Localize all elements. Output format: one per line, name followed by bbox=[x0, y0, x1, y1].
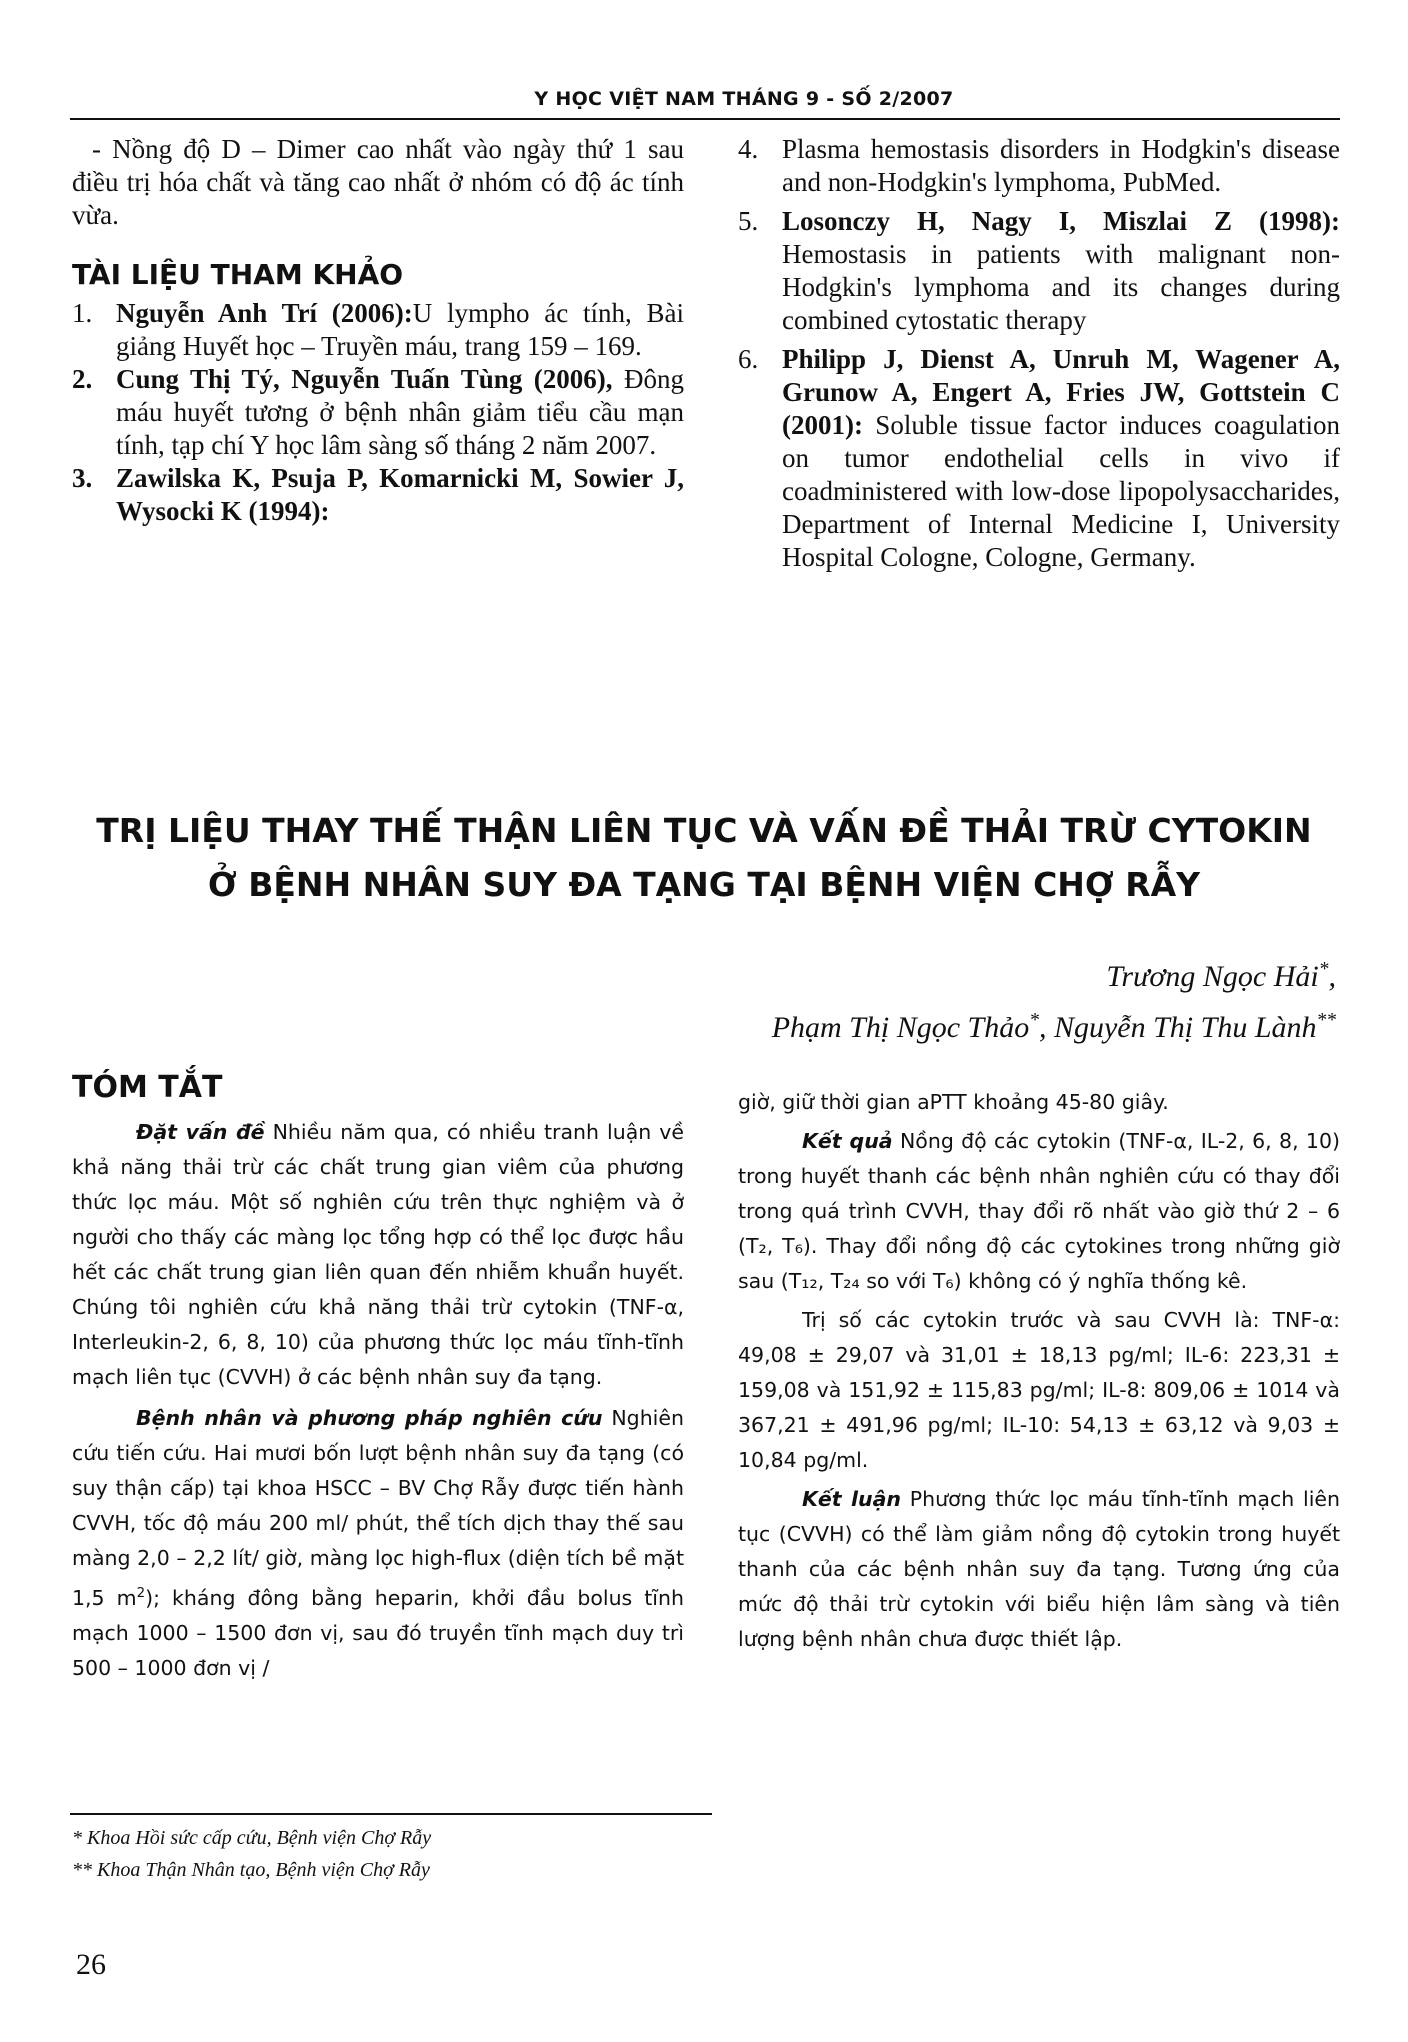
abstract-left-column bbox=[72, 1070, 684, 1686]
paragraph-lead: Kết luận bbox=[802, 1487, 901, 1511]
footnotes bbox=[72, 1822, 431, 1886]
reference-text: Đông máu huyết tương ở bệnh nhân giảm tiểu cầu mạn tính, tạp chí Y học lâm sàng số tháng 2 năm 2007. bbox=[116, 364, 684, 460]
paragraph-lead: Đặt vấn đề bbox=[136, 1120, 265, 1144]
reference-authors: Zawilska K, Psuja P, Komarnicki M, Sowier J, Wysocki K (1994): bbox=[116, 463, 684, 526]
article-title-line: Ở BỆNH NHÂN SUY ĐA TẠNG TẠI BỆNH VIỆN CHỢ RẪY bbox=[207, 865, 1201, 904]
reference-number: 6. bbox=[738, 344, 759, 374]
article-authors bbox=[772, 948, 1336, 1050]
abstract-paragraph bbox=[738, 1482, 1340, 1657]
reference-authors: Philipp J, Dienst A, Unruh M, Wagener A, Grunow A, Engert A, Fries JW, Gottstein C (2001): bbox=[782, 344, 1340, 440]
affiliation-mark: ** bbox=[1316, 1010, 1336, 1031]
reference-item bbox=[72, 363, 684, 462]
reference-number: 3. bbox=[72, 463, 93, 493]
abstract-paragraph bbox=[72, 1115, 684, 1395]
header-rule bbox=[70, 118, 1340, 120]
conclusion-text: - Nồng độ D – Dimer cao nhất vào ngày thứ 1 sau điều trị hóa chất và tăng cao nhất ở nhóm có độ ác tính vừa. bbox=[72, 134, 684, 230]
paragraph-lead: Kết quả bbox=[802, 1129, 893, 1153]
paragraph-text: Phương thức lọc máu tĩnh-tĩnh mạch liên tục (CVVH) có thể làm giảm nồng độ cytokin trong huyết thanh của các bệnh nhân suy đa tạng. Tương ứng của mức độ thải trừ cytokin với biểu hiện lâm sàng và tiên lượng bệnh nhân chưa được thiết lập. bbox=[738, 1487, 1340, 1651]
abstract-heading: TÓM TẮT bbox=[72, 1070, 223, 1105]
paragraph-text: Nồng độ các cytokin (TNF-α, IL-2, 6, 8, 10) trong huyết thanh các bệnh nhân nghiên cứu có thay đổi trong quá trình CVVH, thay đổi rõ nhất vào giờ thứ 2 – 6 (T₂, T₆). Thay đổi nồng độ các cytokines trong những giờ sau (T₁₂, T₂₄ so với T₆) không có ý nghĩa thống kê. bbox=[738, 1129, 1340, 1293]
reference-item bbox=[738, 343, 1340, 574]
abstract-paragraph bbox=[738, 1124, 1340, 1299]
abstract-paragraph-continued: giờ, giữ thời gian aPTT khoảng 45-80 giây. bbox=[738, 1090, 1169, 1114]
reference-authors: Cung Thị Tý, Nguyễn Tuấn Tùng (2006), bbox=[116, 364, 613, 394]
reference-item bbox=[738, 205, 1340, 337]
reference-authors: Losonczy H, Nagy I, Miszlai Z (1998): bbox=[782, 206, 1340, 236]
author-name: Trương Ngọc Hải bbox=[1106, 960, 1319, 993]
reference-number: 1. bbox=[72, 298, 93, 328]
running-header: Y HỌC VIỆT NAM THÁNG 9 - SỐ 2/2007 bbox=[534, 88, 954, 110]
abstract-paragraph bbox=[72, 1401, 684, 1686]
abstract-paragraph: Trị số các cytokin trước và sau CVVH là: TNF-α: 49,08 ± 29,07 và 31,01 ± 18,13 pg/ml; IL-6: 223,31 ± 159,08 và 151,92 ± 115,83 pg/ml; IL-8: 809,06 ± 1014 và 367,21 ± 491,96 pg/ml; IL-10: 54,13 ± 63,12 và 9,03 ± 10,84 pg/ml. bbox=[738, 1308, 1340, 1472]
references-heading: TÀI LIỆU THAM KHẢO bbox=[72, 258, 404, 291]
paragraph-text: Nghiên cứu tiến cứu. Hai mươi bốn lượt bệnh nhân suy đa tạng (có suy thận cấp) tại khoa HSCC – BV Chợ Rẫy được tiến hành CVVH, tốc độ máu 200 ml/ phút, thể tích dịch thay thế sau màng 2,0 – 2,2 lít/ giờ, màng lọc high-flux (diện tích bề mặt 1,5 m bbox=[72, 1406, 684, 1610]
paragraph-lead: Bệnh nhân và phương pháp nghiên cứu bbox=[136, 1406, 603, 1430]
reference-text: Soluble tissue factor induces coagulation on tumor endothelial cells in vivo if coadministered with low-dose lipopolysaccharides, Department of Internal Medicine I, University Hospital Cologne, Cologne, Germany. bbox=[782, 410, 1340, 572]
page-number: 26 bbox=[76, 1948, 106, 1981]
superscript: 2 bbox=[136, 1586, 146, 1601]
footnote-rule bbox=[70, 1813, 712, 1815]
paragraph-text: ); kháng đông bằng heparin, khởi đầu bolus tĩnh mạch 1000 – 1500 đơn vị, sau đó truyền tĩnh mạch duy trì 500 – 1000 đơn vị / bbox=[72, 1585, 684, 1680]
reference-text: Plasma hemostasis disorders in Hodgkin's disease and non-Hodgkin's lymphoma, PubMed. bbox=[782, 134, 1340, 197]
reference-number: 4. bbox=[738, 134, 759, 164]
article-title-line: TRỊ LIỆU THAY THẾ THẬN LIÊN TỤC VÀ VẤN ĐỀ THẢI TRỪ CYTOKIN bbox=[96, 811, 1312, 850]
reference-text: Hemostasis in patients with malignant non-Hodgkin's lymphoma and its changes during combined cytostatic therapy bbox=[782, 239, 1340, 335]
reference-item bbox=[72, 297, 684, 363]
author-name: , Nguyễn Thị Thu Lành bbox=[1038, 1011, 1317, 1044]
paragraph-text: Nhiều năm qua, có nhiều tranh luận về khả năng thải trừ các chất trung gian viêm của phương thức lọc máu. Một số nghiên cứu trên thực nghiệm và ở người cho thấy các màng lọc tổng hợp có thể lọc được hầu hết các chất trung gian liên quan đến nhiễm khuẩn huyết. Chúng tôi nghiên cứu khả năng thải trừ cytokin (TNF-α, Interleukin-2, 6, 8, 10) của phương thức lọc máu tĩnh-tĩnh mạch liên tục (CVVH) ở các bệnh nhân suy đa tạng. bbox=[72, 1120, 684, 1389]
abstract-right-column bbox=[738, 1085, 1340, 1657]
reference-number: 2. bbox=[72, 364, 93, 394]
reference-number: 5. bbox=[738, 206, 759, 236]
author-separator: , bbox=[1328, 960, 1336, 993]
author-name: Phạm Thị Ngọc Thảo bbox=[771, 1011, 1030, 1044]
top-left-column bbox=[72, 133, 684, 528]
affiliation-mark: * bbox=[1318, 959, 1329, 980]
reference-item bbox=[738, 133, 1340, 199]
reference-text: U lympho ác tính, Bài giảng Huyết học – Truyền máu, trang 159 – 169. bbox=[116, 298, 684, 361]
reference-item bbox=[72, 462, 684, 528]
footnote: ** Khoa Thận Nhân tạo, Bệnh viện Chợ Rẫy bbox=[72, 1859, 430, 1881]
top-right-column bbox=[738, 133, 1340, 574]
footnote: * Khoa Hồi sức cấp cứu, Bệnh viện Chợ Rẫy bbox=[72, 1827, 432, 1849]
article-title bbox=[60, 804, 1348, 912]
reference-authors: Nguyễn Anh Trí (2006): bbox=[116, 298, 413, 328]
affiliation-mark: * bbox=[1029, 1010, 1039, 1031]
